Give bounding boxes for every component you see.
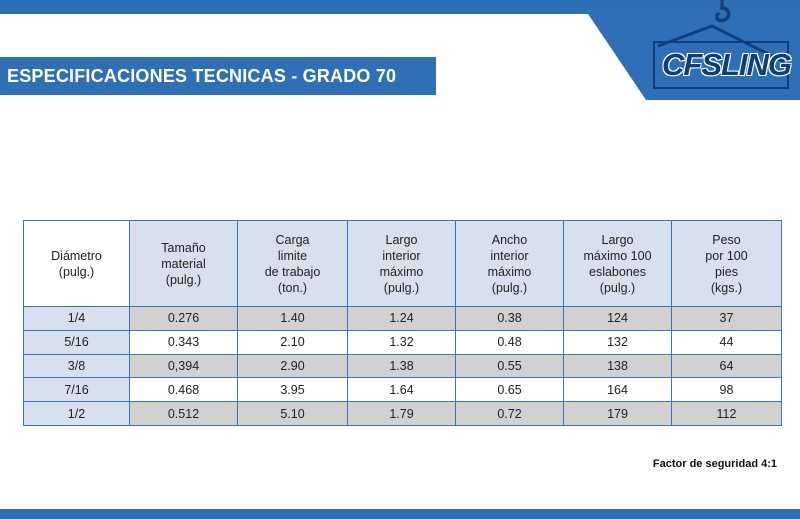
cell-ancho-interior: 0.38 <box>456 307 564 331</box>
brand-logo <box>588 14 800 100</box>
bottom-accent-strip <box>0 509 800 519</box>
header-ancho-interior: Ancho interior máximo (pulg.) <box>456 221 564 307</box>
cell-diametro: 1/2 <box>24 402 130 426</box>
cell-largo-100: 179 <box>564 402 672 426</box>
table-row <box>24 307 782 331</box>
cell-peso: 98 <box>672 378 782 402</box>
page-title: ESPECIFICACIONES TECNICAS - GRADO 70 <box>7 66 397 86</box>
specifications-table <box>23 220 782 426</box>
cell-tamano: 0.343 <box>130 330 238 354</box>
cell-peso: 112 <box>672 402 782 426</box>
header-largo-100-eslabones: Largo máximo 100 eslabones (pulg.) <box>564 221 672 307</box>
cell-largo-interior: 1.32 <box>348 330 456 354</box>
cell-carga: 3.95 <box>238 378 348 402</box>
header-carga-limite: Carga limite de trabajo (ton.) <box>238 221 348 307</box>
brand-name: CFSLING <box>662 47 792 82</box>
table-row <box>24 402 782 426</box>
cell-ancho-interior: 0.72 <box>456 402 564 426</box>
cell-ancho-interior: 0.55 <box>456 354 564 378</box>
cell-carga: 1.40 <box>238 307 348 331</box>
table-row <box>24 330 782 354</box>
cell-peso: 37 <box>672 307 782 331</box>
cell-tamano: 0,394 <box>130 354 238 378</box>
cell-tamano: 0.512 <box>130 402 238 426</box>
crane-hook-icon <box>710 0 734 26</box>
cell-carga: 2.90 <box>238 354 348 378</box>
cell-largo-interior: 1.24 <box>348 307 456 331</box>
cell-carga: 5.10 <box>238 402 348 426</box>
cell-diametro: 3/8 <box>24 354 130 378</box>
cell-diametro: 1/4 <box>24 307 130 331</box>
cell-largo-100: 164 <box>564 378 672 402</box>
header-diametro: Diámetro (pulg.) <box>24 221 130 307</box>
header-tamano-material: Tamaño material (pulg.) <box>130 221 238 307</box>
cell-tamano: 0.468 <box>130 378 238 402</box>
cell-ancho-interior: 0.65 <box>456 378 564 402</box>
table-row <box>24 354 782 378</box>
cell-diametro: 7/16 <box>24 378 130 402</box>
table-header-row <box>24 221 782 307</box>
top-accent-strip <box>0 0 800 14</box>
cell-carga: 2.10 <box>238 330 348 354</box>
cell-largo-100: 124 <box>564 307 672 331</box>
cell-largo-100: 138 <box>564 354 672 378</box>
cell-peso: 64 <box>672 354 782 378</box>
title-bar <box>0 57 436 95</box>
cell-largo-100: 132 <box>564 330 672 354</box>
cell-largo-interior: 1.64 <box>348 378 456 402</box>
cell-largo-interior: 1.79 <box>348 402 456 426</box>
safety-factor-note: Factor de seguridad 4:1 <box>652 458 777 470</box>
table-row <box>24 378 782 402</box>
cell-diametro: 5/16 <box>24 330 130 354</box>
cell-peso: 44 <box>672 330 782 354</box>
cell-tamano: 0.276 <box>130 307 238 331</box>
header-peso-100-pies: Peso por 100 pies (kgs.) <box>672 221 782 307</box>
cell-largo-interior: 1.38 <box>348 354 456 378</box>
header-largo-interior: Largo interior máximo (pulg.) <box>348 221 456 307</box>
cell-ancho-interior: 0.48 <box>456 330 564 354</box>
